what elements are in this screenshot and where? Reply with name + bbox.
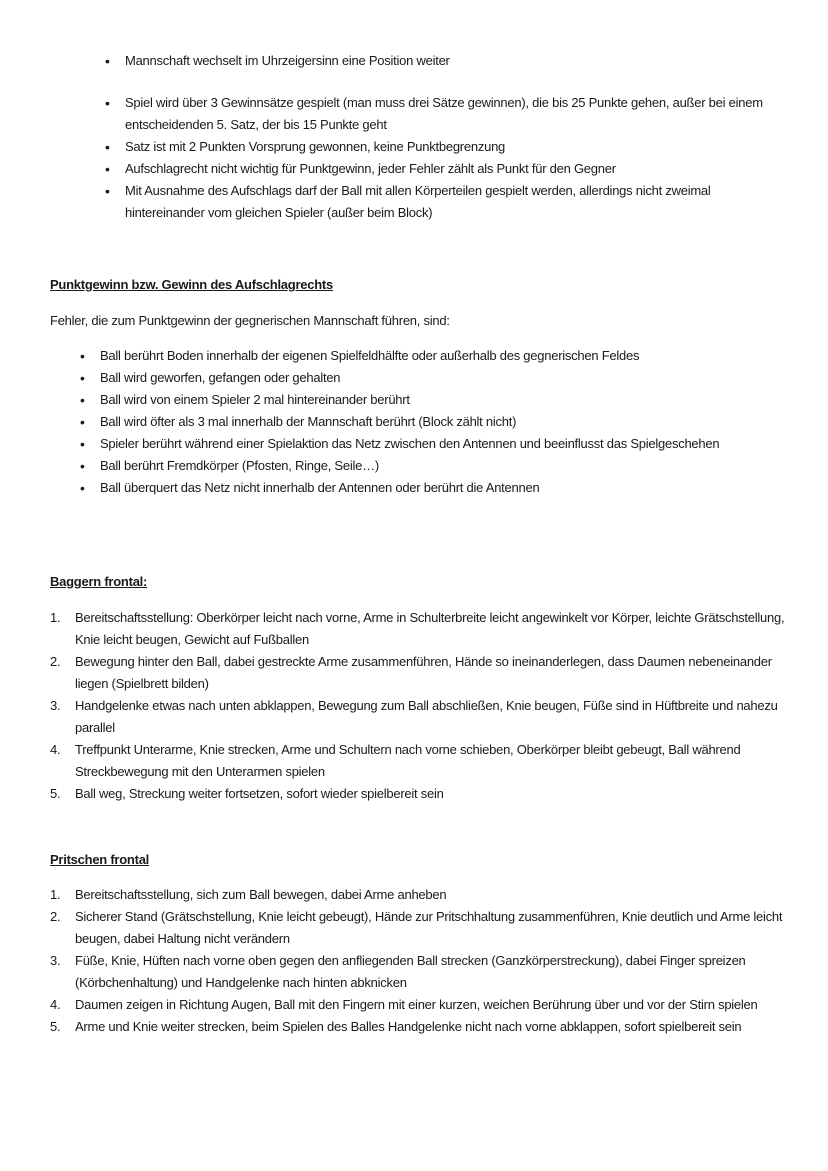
item-number: 4. (50, 742, 61, 757)
intro-list (105, 92, 785, 224)
list-item: • Ball berührt Fremdkörper (Pfosten, Ringe, Seile…) (80, 455, 770, 477)
item-text: Sicherer Stand (Grätschstellung, Knie leicht gebeugt), Hände zur Pritschhaltung zusammenführen, Knie deutlich und Arme leicht beugen, dabei Haltung nicht verändern (75, 909, 783, 946)
item-number: 5. (50, 786, 61, 801)
item-text: Treffpunkt Unterarme, Knie strecken, Arme und Schultern nach vorne schieben, Oberkörper bleibt gebeugt, Ball während Streckbewegung mit den Unterarmen spielen (75, 742, 741, 779)
list-item: • Spiel wird über 3 Gewinnsätze gespielt (man muss drei Sätze gewinnen), die bis 25 Punkte gehen, außer bei einem entscheidenden 5. Satz, der bis 15 Punkte geht (105, 92, 785, 136)
item-text: Daumen zeigen in Richtung Augen, Ball mit den Fingern mit einer kurzen, weichen Berührung über und vor der Stirn spielen (75, 997, 758, 1012)
section-baggern (50, 571, 785, 805)
list-item (50, 651, 785, 695)
list-item (50, 884, 785, 906)
list-item: • Ball berührt Boden innerhalb der eigenen Spielfeldhälfte oder außerhalb des gegnerischen Feldes (80, 345, 770, 367)
list-item (50, 906, 785, 950)
item-text: Füße, Knie, Hüften nach vorne oben gegen den anfliegenden Ball strecken (Ganzkörperstreckung), dabei Finger spreizen (Körbchenhaltung) und Handgelenke nach hinten abknicken (75, 953, 746, 990)
list-item: • Satz ist mit 2 Punkten Vorsprung gewonnen, keine Punktbegrenzung (105, 136, 785, 158)
section-heading: Punktgewinn bzw. Gewinn des Aufschlagrechts (50, 277, 333, 292)
section-intro: Fehler, die zum Punktgewinn der gegnerischen Mannschaft führen, sind: (50, 313, 450, 328)
item-text: Arme und Knie weiter strecken, beim Spielen des Balles Handgelenke nicht nach vorne abklappen, sofort spielbereit sein (75, 1019, 742, 1034)
list-item: • Spieler berührt während einer Spielaktion das Netz zwischen den Antennen und beeinflusst das Spielgeschehen (80, 433, 770, 455)
list-item: • Ball überquert das Netz nicht innerhalb der Antennen oder berührt die Antennen (80, 477, 770, 499)
list-item: • Ball wird von einem Spieler 2 mal hintereinander berührt (80, 389, 770, 411)
item-number: 3. (50, 698, 61, 713)
item-number: 4. (50, 997, 61, 1012)
item-number: 3. (50, 953, 61, 968)
item-text: Bereitschaftsstellung, sich zum Ball bewegen, dabei Arme anheben (75, 887, 447, 902)
list-item: • Ball wird öfter als 3 mal innerhalb der Mannschaft berührt (Block zählt nicht) (80, 411, 770, 433)
item-text: Ball weg, Streckung weiter fortsetzen, sofort wieder spielbereit sein (75, 786, 444, 801)
item-number: 1. (50, 610, 61, 625)
list-item (50, 1016, 785, 1038)
list-item: • Mit Ausnahme des Aufschlags darf der Ball mit allen Körperteilen gespielt werden, allerdings nicht zweimal hintereinander vom gleichen Spieler (außer beim Block) (105, 180, 785, 224)
intro-list-first (105, 50, 785, 72)
item-text: Handgelenke etwas nach unten abklappen, Bewegung zum Ball abschließen, Knie beugen, Füße sind in Hüftbreite und nahezu parallel (75, 698, 778, 735)
list-item: • Ball wird geworfen, gefangen oder gehalten (80, 367, 770, 389)
list-item (50, 739, 785, 783)
section-heading: Pritschen frontal (50, 852, 150, 867)
item-number: 1. (50, 887, 61, 902)
list-item (50, 994, 785, 1016)
item-text: Bereitschaftsstellung: Oberkörper leicht nach vorne, Arme in Schulterbreite leicht angewinkelt vor Körper, leichte Grätschstellung, Knie leicht beugen, Gewicht auf Fußballen (75, 610, 785, 647)
section-punktgewinn (50, 274, 780, 499)
item-number: 2. (50, 909, 61, 924)
list-item (50, 783, 785, 805)
section-heading: Baggern frontal: (50, 574, 148, 589)
list-item (50, 950, 785, 994)
list-item: • Aufschlagrecht nicht wichtig für Punktgewinn, jeder Fehler zählt als Punkt für den Gegner (105, 158, 785, 180)
item-number: 2. (50, 654, 61, 669)
section-pritschen (50, 849, 785, 1038)
list-item (50, 695, 785, 739)
item-number: 5. (50, 1019, 61, 1034)
item-text: Bewegung hinter den Ball, dabei gestreckte Arme zusammenführen, Hände so ineinanderlegen, dass Daumen nebeneinander liegen (Spielbrett bilden) (75, 654, 772, 691)
list-item: • Mannschaft wechselt im Uhrzeigersinn eine Position weiter (105, 50, 785, 72)
list-item (50, 607, 785, 651)
